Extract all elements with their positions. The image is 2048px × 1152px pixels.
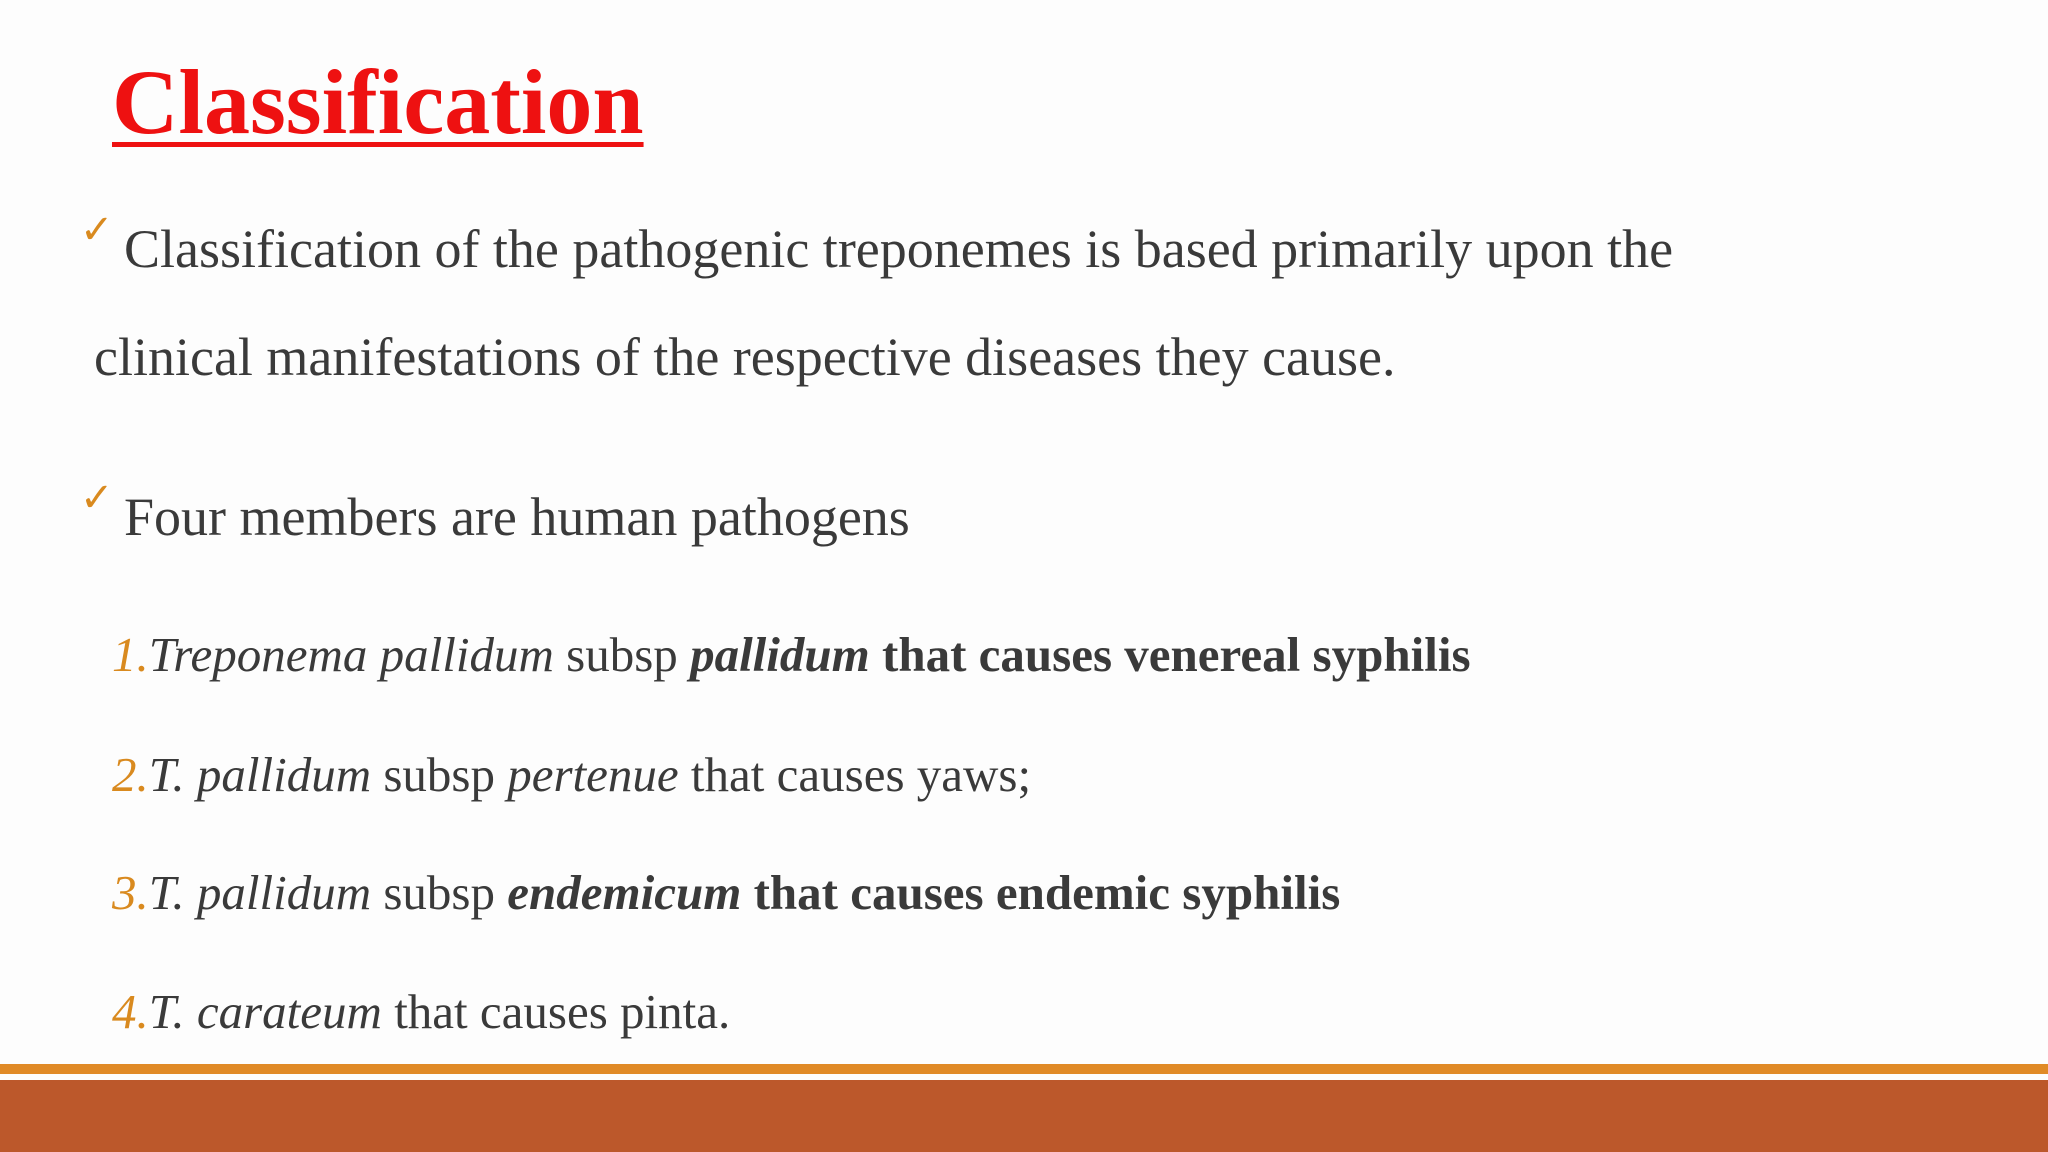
species-name: T. carateum <box>148 984 382 1039</box>
bullet-1-line-2: clinical manifestations of the respective diseases they cause. <box>94 327 1396 387</box>
subsp-word: subsp <box>371 747 508 802</box>
bullet-1-line-1: Classification of the pathogenic treponemes is based primarily upon the <box>124 219 1674 279</box>
list-item-3 <box>112 865 1341 920</box>
list-item-1 <box>112 627 1471 682</box>
species-name: T. pallidum <box>148 865 372 920</box>
list-number: 4. <box>112 984 149 1039</box>
check-icon: ✓ <box>80 475 114 521</box>
subspecies-name: endemicum <box>507 865 742 920</box>
species-name: T. pallidum <box>148 747 372 802</box>
bullet-2-text: Four members are human pathogens <box>124 487 910 547</box>
disease-description: that causes yaws; <box>678 747 1032 802</box>
species-name: Treponema pallidum <box>148 627 554 682</box>
subspecies-name: pallidum <box>690 627 870 682</box>
subsp-word: subsp <box>371 865 508 920</box>
subsp-word: subsp <box>553 627 691 682</box>
slide-title: Classification <box>112 51 644 153</box>
footer-accent-line <box>0 1064 2048 1074</box>
list-item-4 <box>112 984 731 1039</box>
list-number: 3. <box>112 865 149 920</box>
subspecies-name: pertenue <box>507 747 679 802</box>
disease-description: that causes pinta. <box>381 984 731 1039</box>
footer-bar <box>0 1080 2048 1152</box>
disease-description: that causes endemic syphilis <box>741 865 1341 920</box>
disease-description: that causes venereal syphilis <box>869 627 1471 682</box>
list-item-2 <box>112 747 1032 802</box>
list-number: 1. <box>112 627 149 682</box>
list-number: 2. <box>112 747 149 802</box>
check-icon: ✓ <box>80 207 114 253</box>
